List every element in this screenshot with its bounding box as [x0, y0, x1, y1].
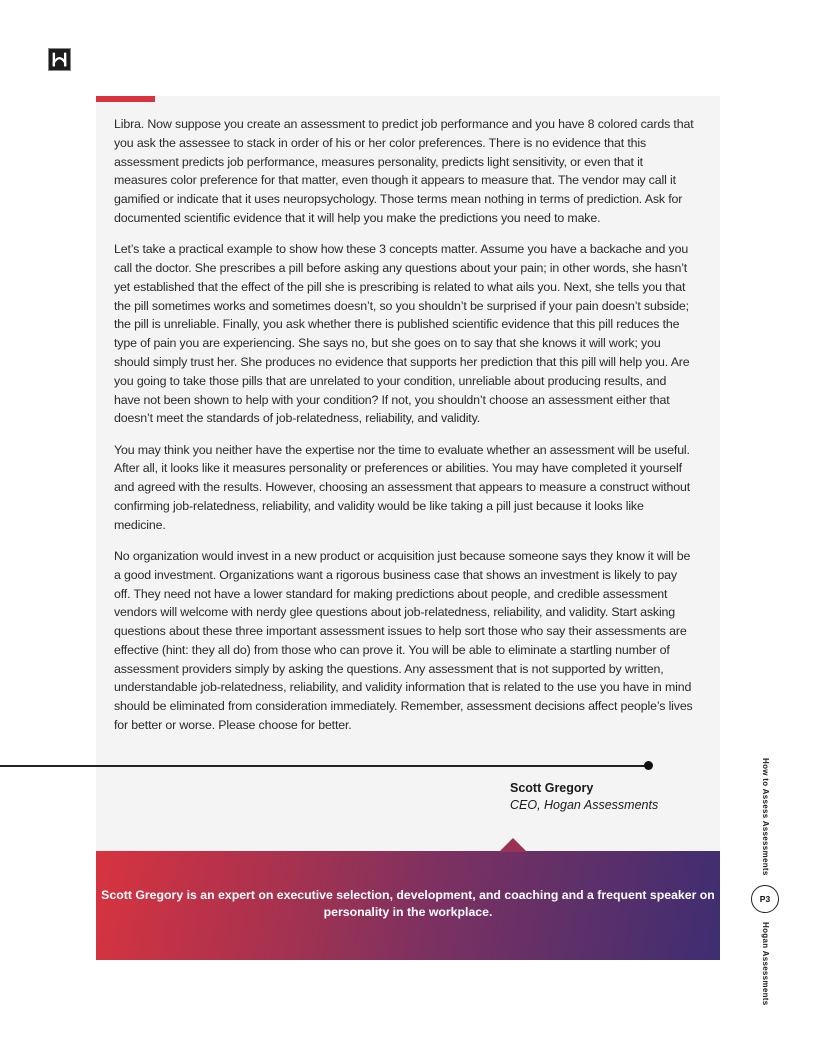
bio-text: Scott Gregory is an expert on executive selection, development, and coaching and a frequent speaker on personality in the workplace.	[101, 888, 715, 919]
paragraph: Libra. Now suppose you create an assessment to predict job performance and you have 8 colored cards that you ask the assessee to stack in order of his or her color preferences. There is no evidence that this assessment predicts job performance, measures personality, predicts light sensitivity, or even that it measures color preference for that matter, even though it appears to measure that. The vendor may call it gamified or indicate that it uses neuropsychology. Those terms mean nothing in terms of prediction. Ask for documented scientific evidence that it will help you make the predictions you need to make.	[114, 117, 694, 225]
document-title-vertical: How to Assess Assessments	[761, 758, 770, 876]
page-number-badge: P3	[751, 885, 779, 913]
brand-name-vertical: Hogan Assessments	[761, 922, 770, 1006]
author-title: CEO, Hogan Assessments	[510, 798, 659, 812]
hogan-logo-icon	[48, 48, 71, 71]
paragraph: You may think you neither have the expertise nor the time to evaluate whether an assessment will be useful. After all, it looks like it measures personality or preferences or abilities. You may have completed it yourself and agreed with the results. However, choosing an assessment that appears to measure a construct without confirming job-relatedness, reliability, and validity would be like taking a pill just because it looks like medicine.	[114, 442, 691, 532]
divider-dot-icon	[644, 761, 653, 770]
divider-line	[0, 765, 648, 767]
author-name: Scott Gregory	[510, 781, 594, 795]
author-signature	[510, 780, 658, 814]
paragraph: No organization would invest in a new product or acquisition just because someone says they know it will be a good investment. Organizations want a rigorous business case that shows an investment is likely to pay off. They need not have a lower standard for making predictions about people, and credible assessment vendors will welcome with nerdy glee questions about job-relatedness, reliability, and validity. Start asking questions about these three important assessment issues to help sort those who say their assessments are effective (hint: they all do) from those who can prove it. You will be able to eliminate a startling number of assessment providers simply by asking the questions. Any assessment that is not supported by written, understandable job-relatedness, reliability, and validity information that is related to the use you have in mind should be eliminated from consideration immediately. Remember, assessment decisions affect people’s lives for better or worse. Please choose for better.	[114, 548, 693, 733]
accent-bar	[96, 96, 155, 102]
bio-banner-notch	[499, 838, 527, 852]
article-body	[114, 115, 694, 747]
paragraph: Let’s take a practical example to show how these 3 concepts matter. Assume you have a backache and you call the doctor. She prescribes a pill before asking any questions about your pain; in other words, she hasn’t yet established that the effect of the pill she is prescribing is related to what ails you. Next, she tells you that the pill sometimes works and sometimes doesn’t, so you shouldn’t be surprised if your pain doesn’t subside; the pill is unreliable. Finally, you ask whether there is published scientific evidence that this pill reduces the type of pain you are experiencing. She says no, but she goes on to say that she knows it will work; you should simply trust her. She produces no evidence that supports her prediction that this pill will help you. Are you going to take those pills that are unrelated to your condition, unreliable about producing results, and have not been shown to help with your condition? If not, you shouldn’t choose an assessment either that doesn’t meet the standards of job-relatedness, reliability, and validity.	[114, 242, 690, 426]
